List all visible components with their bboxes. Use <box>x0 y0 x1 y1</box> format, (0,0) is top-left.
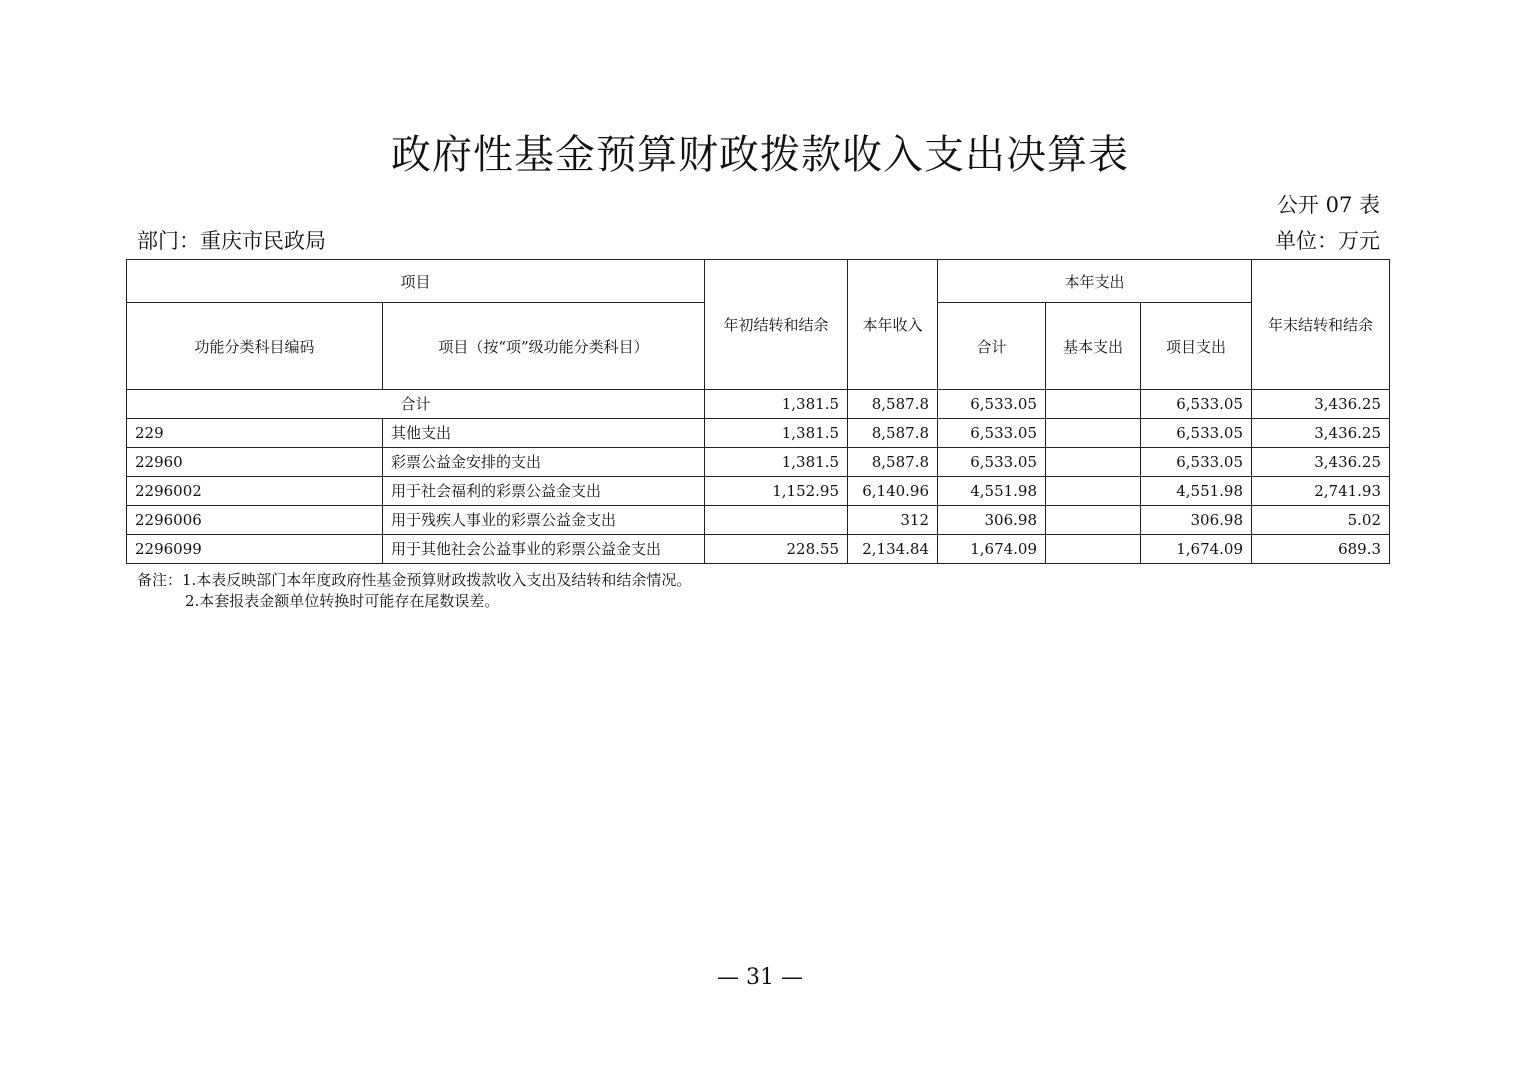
total-income: 8,587.8 <box>848 390 938 419</box>
total-label: 合计 <box>127 390 705 419</box>
row-opening: 1,152.95 <box>705 477 848 506</box>
table-row <box>127 419 1390 448</box>
row-exp-basic <box>1046 535 1141 564</box>
unit-label: 单位：万元 <box>1275 229 1380 253</box>
row-income: 2,134.84 <box>848 535 938 564</box>
header-opening-balance: 年初结转和结余 <box>705 260 848 390</box>
header-income: 本年收入 <box>848 260 938 390</box>
row-code: 2296099 <box>127 535 383 564</box>
row-opening: 1,381.5 <box>705 448 848 477</box>
row-name: 彩票公益金安排的支出 <box>383 448 705 477</box>
total-row <box>127 390 1390 419</box>
page-number: — 31 — <box>717 965 803 990</box>
header-project: 项目 <box>127 260 705 303</box>
row-exp-total: 4,551.98 <box>938 477 1046 506</box>
row-code: 229 <box>127 419 383 448</box>
row-opening <box>705 506 848 535</box>
row-closing: 3,436.25 <box>1252 419 1390 448</box>
footnote-2: 2.本套报表金额单位转换时可能存在尾数误差。 <box>185 592 500 610</box>
row-income: 8,587.8 <box>848 419 938 448</box>
table-code: 公开 07 表 <box>1276 193 1380 217</box>
row-exp-total: 6,533.05 <box>938 419 1046 448</box>
row-exp-basic <box>1046 448 1141 477</box>
row-closing: 2,741.93 <box>1252 477 1390 506</box>
row-income: 8,587.8 <box>848 448 938 477</box>
total-closing: 3,436.25 <box>1252 390 1390 419</box>
table-row <box>127 477 1390 506</box>
header-exp-total: 合计 <box>938 303 1046 390</box>
header-closing-balance: 年末结转和结余 <box>1252 260 1390 390</box>
total-exp-total: 6,533.05 <box>938 390 1046 419</box>
table-row <box>127 506 1390 535</box>
row-exp-project: 306.98 <box>1141 506 1252 535</box>
total-opening: 1,381.5 <box>705 390 848 419</box>
row-exp-total: 1,674.09 <box>938 535 1046 564</box>
header-expenditure: 本年支出 <box>938 260 1252 303</box>
header-exp-project: 项目支出 <box>1141 303 1252 390</box>
table-row <box>127 535 1390 564</box>
row-code: 22960 <box>127 448 383 477</box>
row-closing: 3,436.25 <box>1252 448 1390 477</box>
row-exp-project: 1,674.09 <box>1141 535 1252 564</box>
row-opening: 228.55 <box>705 535 848 564</box>
row-income: 312 <box>848 506 938 535</box>
footnotes <box>137 570 691 612</box>
row-name: 用于其他社会公益事业的彩票公益金支出 <box>383 535 705 564</box>
row-code: 2296006 <box>127 506 383 535</box>
row-exp-total: 306.98 <box>938 506 1046 535</box>
row-exp-project: 6,533.05 <box>1141 419 1252 448</box>
header-code: 功能分类科目编码 <box>127 303 383 390</box>
row-exp-project: 4,551.98 <box>1141 477 1252 506</box>
table-row <box>127 448 1390 477</box>
row-exp-basic <box>1046 419 1141 448</box>
page-title: 政府性基金预算财政拨款收入支出决算表 <box>391 132 1129 178</box>
total-exp-basic <box>1046 390 1141 419</box>
row-exp-total: 6,533.05 <box>938 448 1046 477</box>
header-exp-basic: 基本支出 <box>1046 303 1141 390</box>
total-exp-project: 6,533.05 <box>1141 390 1252 419</box>
row-exp-project: 6,533.05 <box>1141 448 1252 477</box>
row-code: 2296002 <box>127 477 383 506</box>
row-name: 用于社会福利的彩票公益金支出 <box>383 477 705 506</box>
row-closing: 689.3 <box>1252 535 1390 564</box>
row-name: 用于残疾人事业的彩票公益金支出 <box>383 506 705 535</box>
budget-table <box>126 259 1390 564</box>
row-name: 其他支出 <box>383 419 705 448</box>
row-exp-basic <box>1046 506 1141 535</box>
row-closing: 5.02 <box>1252 506 1390 535</box>
row-income: 6,140.96 <box>848 477 938 506</box>
row-exp-basic <box>1046 477 1141 506</box>
department-label: 部门：重庆市民政局 <box>137 229 326 253</box>
header-name: 项目（按“项”级功能分类科目） <box>383 303 705 390</box>
footnote-1: 备注：1.本表反映部门本年度政府性基金预算财政拨款收入支出及结转和结余情况。 <box>137 571 692 589</box>
row-opening: 1,381.5 <box>705 419 848 448</box>
